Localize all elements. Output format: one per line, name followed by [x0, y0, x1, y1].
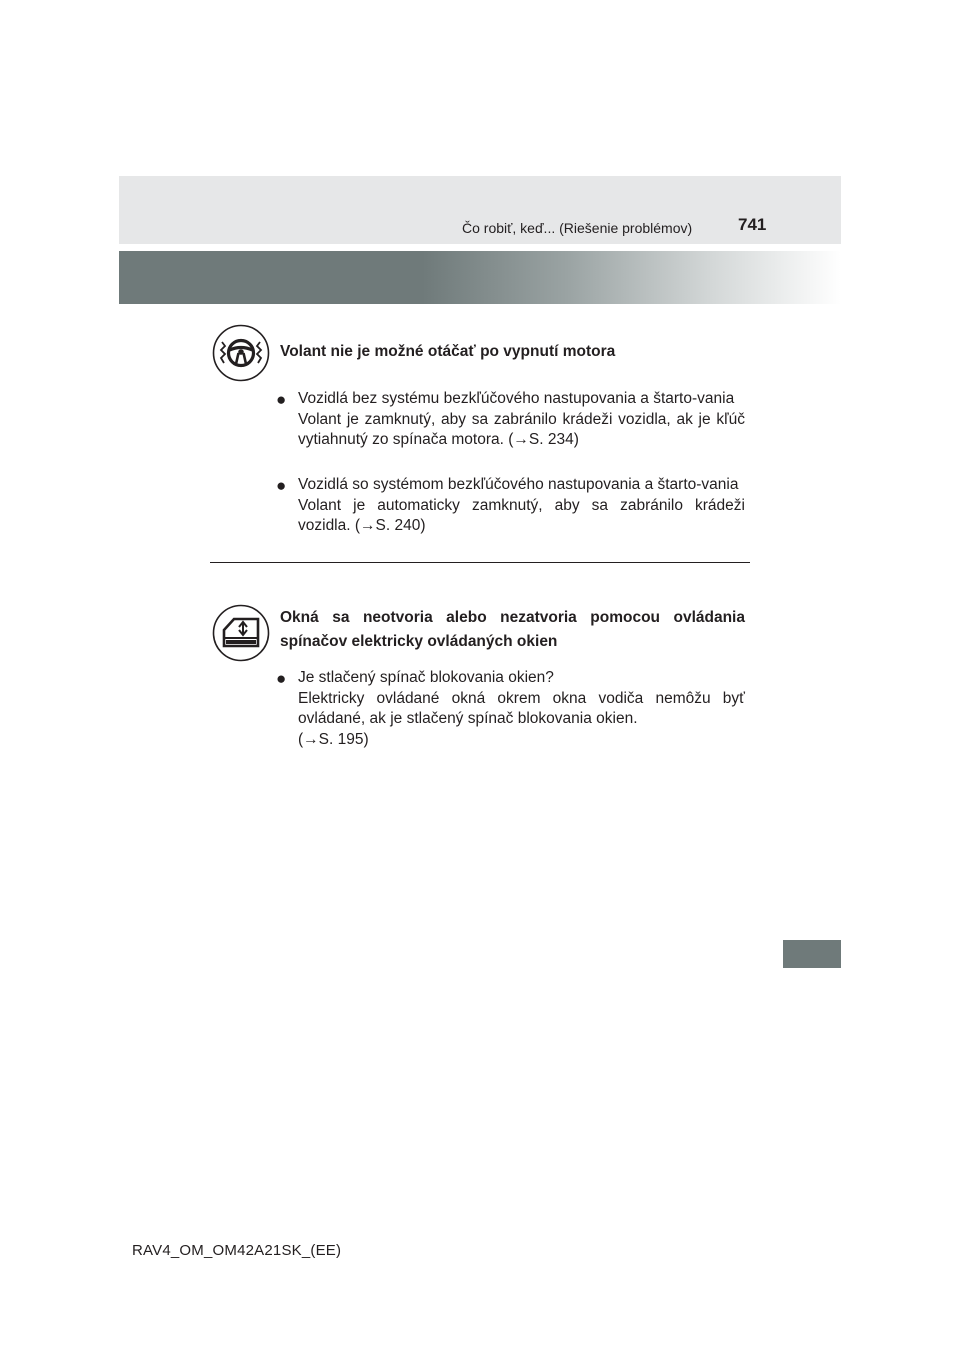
list-item	[276, 475, 745, 537]
page-number: 741	[738, 215, 767, 234]
bullet-icon: ●	[276, 669, 287, 688]
bullet-icon: ●	[276, 476, 287, 495]
chapter-title: Čo robiť, keď... (Riešenie problémov)	[462, 220, 693, 236]
bullet-title: Vozidlá so systémom bezkľúčového nastupovania a štarto-vania	[298, 476, 739, 493]
steering-wheel-icon	[212, 324, 270, 382]
document-code: RAV4_OM_OM42A21SK_(EE)	[132, 1242, 342, 1259]
section-gradient-bar	[119, 251, 841, 304]
bullet-title: Vozidlá bez systému bezkľúčového nastupovania a štarto-vania	[298, 390, 735, 407]
chapter-side-tab	[783, 940, 841, 968]
power-window-icon	[212, 604, 270, 662]
page-reference: (→S. 195)	[298, 730, 369, 748]
bullet-description: Volant je zamknutý, aby sa zabránilo krádeži vozidla, ak je kľúč vytiahnutý zo spínača motora. (→S. 234)	[298, 410, 745, 448]
list-item	[276, 389, 745, 451]
section-divider	[210, 562, 750, 563]
bullet-icon: ●	[276, 390, 287, 409]
list-item	[276, 668, 745, 750]
section-heading: Okná sa neotvoria alebo nezatvoria pomocou ovládania spínačov elektricky ovládaných okien	[280, 609, 745, 650]
bullet-description: Volant je automaticky zamknutý, aby sa zabránilo krádeži vozidla. (→S. 240)	[298, 496, 745, 534]
bullet-title: Je stlačený spínač blokovania okien?	[298, 669, 554, 686]
bullet-description: Elektricky ovládané okná okrem okna vodiča nemôžu byť ovládané, ak je stlačený spínač blokovania okien.	[298, 689, 745, 727]
section-heading: Volant nie je možné otáčať po vypnutí motora	[280, 343, 616, 360]
